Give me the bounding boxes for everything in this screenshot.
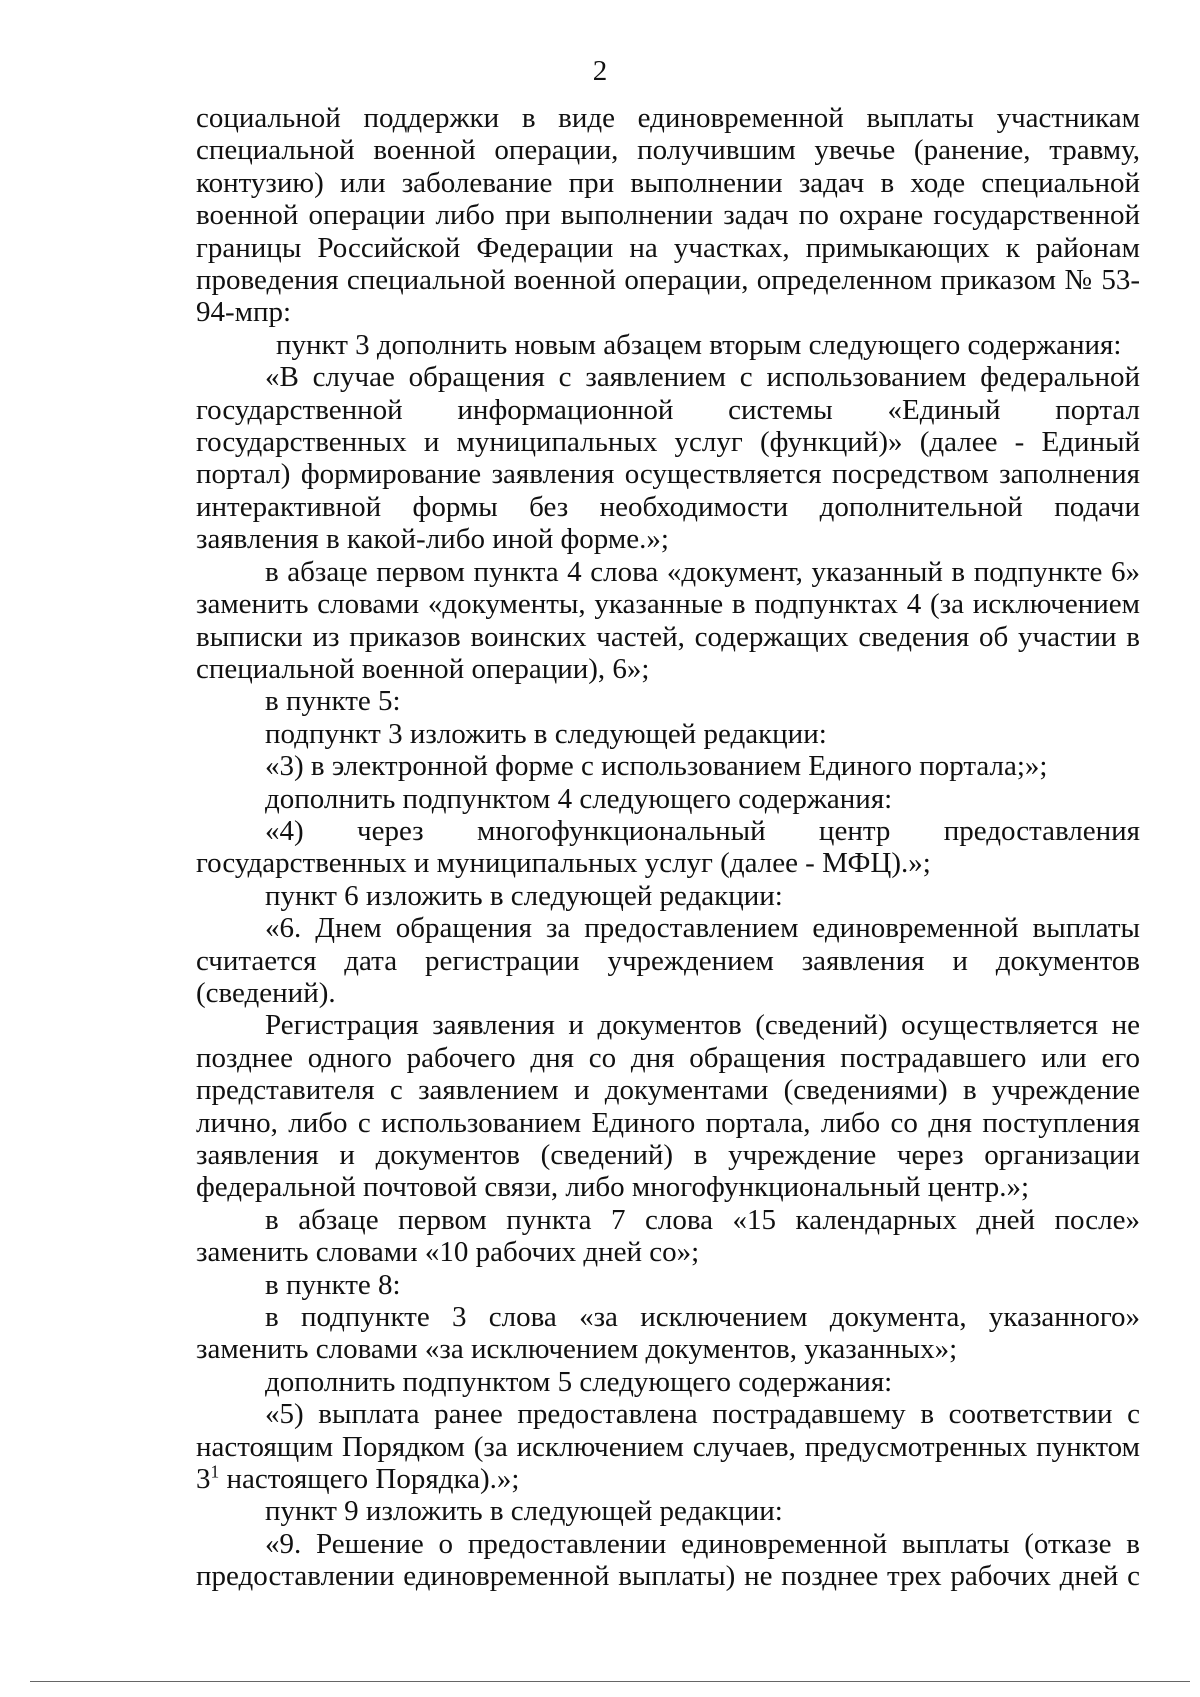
paragraph-quote-subpoint-5: [196, 1398, 1140, 1495]
paragraph-quote-subpoint-3: «3) в электронной форме с использованием Единого портала;»;: [265, 750, 1048, 783]
superscript-marker: 1: [210, 1461, 220, 1482]
paragraph-quote-point-6: «6. Днем обращения за предоставлением единовременной выплаты считается дата регистрации учреждением заявления и документов (сведений).: [196, 912, 1140, 1009]
paragraph-point-5: в пункте 5:: [265, 685, 401, 718]
paragraph-point-3: пункт 3 дополнить новым абзацем вторым следующего содержания:: [276, 328, 1122, 361]
paragraph-point-8: в пункте 8:: [265, 1268, 401, 1301]
paragraph-quote-subpoint-4: «4) через многофункциональный центр предоставления государственных и муниципальных услуг (далее - МФЦ).»;: [196, 814, 1140, 880]
paragraph-add-subpoint-5: дополнить подпунктом 5 следующего содержания:: [265, 1365, 893, 1398]
paragraph-quote-subpoint-5-tail: настоящего Порядка).»;: [219, 1463, 520, 1496]
paragraph-subpoint-3: подпункт 3 изложить в следующей редакции:: [265, 717, 827, 750]
paragraph-add-subpoint-4: дополнить подпунктом 4 следующего содержания:: [265, 782, 893, 815]
paragraph-point-7: в абзаце первом пункта 7 слова «15 календарных дней после» заменить словами «10 рабочих дней со»;: [196, 1203, 1140, 1269]
paragraph-point-6: пункт 6 изложить в следующей редакции:: [265, 879, 783, 912]
paragraph-point-4: в абзаце первом пункта 4 слова «документ, указанный в подпункте 6» заменить словами «документы, указанные в подпунктах 4 (за исключением выписки из приказов воинских частей, содержащих сведения об участии в специальной военной операции), 6»;: [196, 555, 1140, 685]
paragraph-quote-point-9: «9. Решение о предоставлении единовременной выплаты (отказе в предоставлении единовременной выплаты) не позднее трех рабочих дней с: [196, 1527, 1140, 1593]
paragraph-subpoint-3-point-8: в подпункте 3 слова «за исключением документа, указанного» заменить словами «за исключением документов, указанных»;: [196, 1301, 1140, 1366]
document-body: [196, 102, 1140, 1593]
paragraph-intro: социальной поддержки в виде единовременной выплаты участникам специальной военной операции, получившим увечье (ранение, травму, контузию) или заболевание при выполнении задач в ходе специальной военной операции либо при выполнении задач по охране государственной границы Российской Федерации на участках, примыкающих к районам проведения специальной военной операции, определенном приказом № 53-94-мпр:: [196, 102, 1140, 329]
paragraph-point-9: пункт 9 изложить в следующей редакции:: [265, 1495, 783, 1528]
page-bottom-rule: [30, 1681, 1190, 1682]
page-number: 2: [592, 55, 608, 87]
paragraph-registration: Регистрация заявления и документов (сведений) осуществляется не позднее одного рабочего дня со дня обращения пострадавшего или его представителя с заявлением и документами (сведениями) в учреждение лично, либо с использованием Единого портала, либо со дня поступления заявления и документов (сведений) в учреждение через организации федеральной почтовой связи, либо многофункциональный центр.»;: [196, 1009, 1140, 1204]
paragraph-quote-subpoint-5-text: «5) выплата ранее предоставлена пострадавшему в соответствии с настоящим Порядком (за исключением случаев, предусмотренных пунктом 3: [196, 1398, 1140, 1496]
paragraph-quote-point-3: «В случае обращения с заявлением с использованием федеральной государственной информационной системы «Единый портал государственных и муниципальных услуг (функций)» (далее - Единый портал) формирование заявления осуществляется посредством заполнения интерактивной формы без необходимости дополнительной подачи заявления в какой-либо иной форме.»;: [196, 361, 1140, 556]
